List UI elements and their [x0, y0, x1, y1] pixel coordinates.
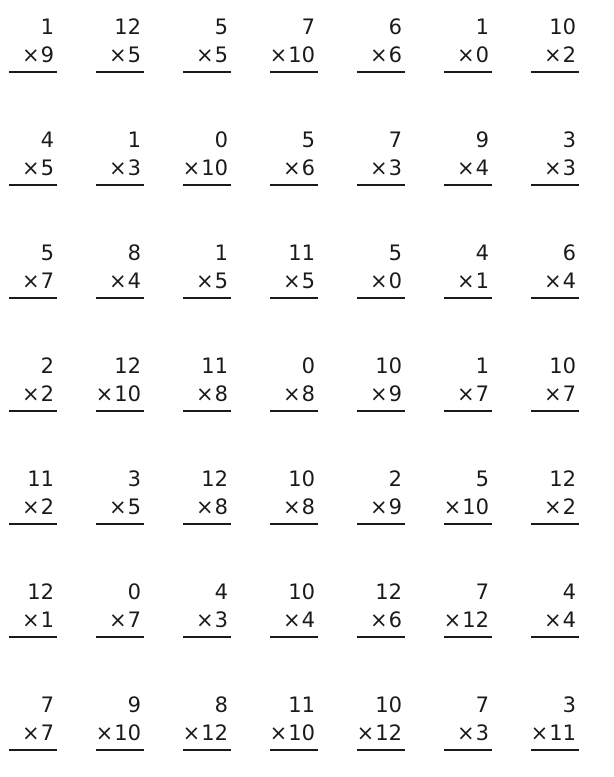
multiplication-problem	[9, 127, 57, 187]
multiplication-problem	[183, 353, 231, 413]
multiplier: 9	[40, 43, 54, 67]
multiply-sign: ×	[544, 382, 562, 406]
multiplier-line	[196, 607, 228, 633]
multiplier-line	[544, 607, 576, 633]
multiplication-problem	[444, 14, 492, 74]
multiplication-problem	[357, 692, 405, 752]
multiplier-line	[531, 720, 576, 746]
multiplicand: 5	[214, 15, 228, 39]
answer-line	[444, 71, 492, 73]
answer-line	[270, 749, 318, 751]
multiplicand: 7	[301, 15, 315, 39]
multiplicand: 4	[562, 580, 576, 604]
multiplication-problem	[444, 692, 492, 752]
multiplier-line	[370, 381, 402, 407]
multiplication-problem	[183, 127, 231, 187]
multiplier: 7	[127, 608, 141, 632]
multiply-sign: ×	[283, 156, 301, 180]
answer-line	[183, 636, 231, 638]
multiplier-line	[109, 42, 141, 68]
multiplier-line	[457, 42, 489, 68]
multiply-sign: ×	[283, 269, 301, 293]
multiplication-problem	[357, 14, 405, 74]
multiplicand: 10	[375, 693, 402, 717]
answer-line	[96, 523, 144, 525]
multiplier-line	[270, 42, 315, 68]
multiply-sign: ×	[109, 608, 127, 632]
multiplication-problem	[531, 353, 579, 413]
multiplier-line	[22, 155, 54, 181]
multiply-sign: ×	[95, 382, 114, 406]
multiply-sign: ×	[22, 382, 40, 406]
multiplication-problem	[183, 579, 231, 639]
multiply-sign: ×	[457, 43, 475, 67]
answer-line	[96, 184, 144, 186]
answer-line	[183, 184, 231, 186]
multiplier-line	[370, 268, 402, 294]
multiplication-problem	[96, 692, 144, 752]
multiplier-line	[457, 268, 489, 294]
multiply-sign: ×	[370, 156, 388, 180]
multiply-sign: ×	[22, 269, 40, 293]
multiplicand: 5	[40, 241, 54, 265]
answer-line	[270, 184, 318, 186]
multiply-sign: ×	[109, 156, 127, 180]
multiplicand: 10	[288, 467, 315, 491]
multiply-sign: ×	[109, 269, 127, 293]
multiplication-problem	[270, 579, 318, 639]
multiplier: 5	[214, 43, 228, 67]
answer-line	[96, 636, 144, 638]
multiplicand: 2	[40, 354, 54, 378]
multiplier: 0	[475, 43, 489, 67]
multiply-sign: ×	[95, 721, 114, 745]
multiplier-line	[96, 381, 141, 407]
multiplier-line	[196, 42, 228, 68]
multiply-sign: ×	[544, 156, 562, 180]
multiplicand: 1	[475, 15, 489, 39]
multiplication-problem	[357, 466, 405, 526]
multiplicand: 11	[288, 241, 315, 265]
multiplier-line	[22, 381, 54, 407]
multiplier: 10	[288, 43, 315, 67]
multiplier: 12	[201, 721, 228, 745]
multiplier-line	[370, 607, 402, 633]
multiply-sign: ×	[544, 269, 562, 293]
multiplier: 5	[127, 495, 141, 519]
multiplier: 5	[127, 43, 141, 67]
multiply-sign: ×	[443, 608, 462, 632]
multiplier-line	[370, 42, 402, 68]
multiplicand: 12	[114, 15, 141, 39]
multiplication-problem	[444, 240, 492, 300]
multiplication-problem	[444, 466, 492, 526]
multiplier-line	[109, 155, 141, 181]
answer-line	[270, 636, 318, 638]
answer-line	[96, 297, 144, 299]
multiplier: 7	[40, 721, 54, 745]
multiply-sign: ×	[22, 156, 40, 180]
multiplicand: 10	[288, 580, 315, 604]
multiply-sign: ×	[370, 43, 388, 67]
multiplicand: 11	[27, 467, 54, 491]
multiplier-line	[183, 155, 228, 181]
multiplication-problem	[531, 14, 579, 74]
multiplication-problem	[270, 353, 318, 413]
multiplicand: 3	[127, 467, 141, 491]
multiplier-line	[283, 607, 315, 633]
multiplicand: 10	[375, 354, 402, 378]
multiplier-line	[370, 155, 402, 181]
multiplicand: 4	[40, 128, 54, 152]
multiplication-problem	[96, 240, 144, 300]
multiplier-line	[283, 494, 315, 520]
multiply-sign: ×	[22, 721, 40, 745]
multiplier: 10	[114, 382, 141, 406]
answer-line	[357, 297, 405, 299]
answer-line	[444, 184, 492, 186]
answer-line	[183, 410, 231, 412]
multiplication-problem	[183, 466, 231, 526]
multiplication-problem	[357, 127, 405, 187]
answer-line	[270, 71, 318, 73]
multiplicand: 8	[127, 241, 141, 265]
multiplication-problem	[183, 240, 231, 300]
multiplication-problem	[9, 466, 57, 526]
multiplier: 2	[562, 495, 576, 519]
multiplier: 2	[562, 43, 576, 67]
multiplier: 7	[562, 382, 576, 406]
multiplier-line	[283, 268, 315, 294]
multiply-sign: ×	[22, 495, 40, 519]
multiplier-line	[544, 381, 576, 407]
multiply-sign: ×	[370, 495, 388, 519]
multiplicand: 12	[27, 580, 54, 604]
multiplier: 12	[462, 608, 489, 632]
multiplication-problem	[9, 353, 57, 413]
multiply-sign: ×	[443, 495, 462, 519]
multiplication-problem	[357, 353, 405, 413]
multiplier: 9	[388, 495, 402, 519]
multiplier-line	[457, 155, 489, 181]
multiplicand: 7	[475, 693, 489, 717]
multiplier-line	[109, 268, 141, 294]
multiplication-problem	[357, 240, 405, 300]
answer-line	[531, 410, 579, 412]
multiplier: 10	[114, 721, 141, 745]
multiplicand: 1	[127, 128, 141, 152]
multiplier: 3	[475, 721, 489, 745]
multiplier: 1	[475, 269, 489, 293]
multiplicand: 0	[127, 580, 141, 604]
multiplication-problem	[444, 127, 492, 187]
multiplier: 1	[40, 608, 54, 632]
multiplier: 6	[388, 43, 402, 67]
multiplier: 3	[214, 608, 228, 632]
multiply-sign: ×	[370, 269, 388, 293]
multiplier: 11	[549, 721, 576, 745]
multiplicand: 11	[288, 693, 315, 717]
multiplier-line	[544, 42, 576, 68]
multiplier-line	[96, 720, 141, 746]
answer-line	[183, 297, 231, 299]
multiplier-line	[270, 720, 315, 746]
multiplier: 3	[562, 156, 576, 180]
multiplicand: 6	[562, 241, 576, 265]
answer-line	[531, 184, 579, 186]
multiplier: 5	[301, 269, 315, 293]
multiplicand: 7	[40, 693, 54, 717]
multiplier: 9	[388, 382, 402, 406]
multiplier-line	[370, 494, 402, 520]
multiplication-problem	[270, 127, 318, 187]
multiply-sign: ×	[196, 269, 214, 293]
answer-line	[96, 749, 144, 751]
multiply-sign: ×	[544, 608, 562, 632]
multiplier-line	[196, 494, 228, 520]
multiplication-problem	[531, 127, 579, 187]
multiplication-problem	[9, 14, 57, 74]
multiplication-problem	[444, 579, 492, 639]
multiplier: 10	[462, 495, 489, 519]
multiplier-line	[22, 720, 54, 746]
answer-line	[531, 523, 579, 525]
multiplicand: 4	[475, 241, 489, 265]
multiply-sign: ×	[283, 495, 301, 519]
multiplier: 7	[40, 269, 54, 293]
multiply-sign: ×	[269, 43, 288, 67]
answer-line	[531, 297, 579, 299]
answer-line	[444, 636, 492, 638]
multiplication-problem	[531, 692, 579, 752]
multiplier-line	[544, 155, 576, 181]
answer-line	[96, 71, 144, 73]
answer-line	[357, 71, 405, 73]
answer-line	[9, 410, 57, 412]
multiply-sign: ×	[269, 721, 288, 745]
multiplier-line	[283, 155, 315, 181]
multiplicand: 8	[214, 693, 228, 717]
multiply-sign: ×	[283, 608, 301, 632]
multiply-sign: ×	[196, 608, 214, 632]
multiplicand: 2	[388, 467, 402, 491]
answer-line	[531, 636, 579, 638]
multiplication-problem	[183, 692, 231, 752]
multiplier: 4	[562, 269, 576, 293]
multiplication-problem	[270, 466, 318, 526]
multiplication-problem	[96, 127, 144, 187]
answer-line	[357, 523, 405, 525]
multiplier: 8	[214, 495, 228, 519]
answer-line	[357, 184, 405, 186]
multiplicand: 9	[127, 693, 141, 717]
multiplication-problem	[270, 14, 318, 74]
answer-line	[270, 523, 318, 525]
multiply-sign: ×	[530, 721, 549, 745]
answer-line	[9, 523, 57, 525]
multiplier-line	[283, 381, 315, 407]
multiplier-line	[183, 720, 228, 746]
multiply-sign: ×	[370, 608, 388, 632]
multiplicand: 12	[375, 580, 402, 604]
multiply-sign: ×	[22, 43, 40, 67]
multiplication-problem	[96, 579, 144, 639]
multiplier: 6	[301, 156, 315, 180]
answer-line	[444, 410, 492, 412]
multiply-sign: ×	[356, 721, 375, 745]
multiplication-problem	[357, 579, 405, 639]
multiplicand: 3	[562, 693, 576, 717]
multiplicand: 6	[388, 15, 402, 39]
multiplier: 5	[214, 269, 228, 293]
answer-line	[357, 410, 405, 412]
multiply-sign: ×	[196, 382, 214, 406]
multiply-sign: ×	[109, 43, 127, 67]
multiplier: 8	[301, 382, 315, 406]
multiply-sign: ×	[22, 608, 40, 632]
answer-line	[9, 297, 57, 299]
multiplier-line	[22, 42, 54, 68]
multiplicand: 5	[475, 467, 489, 491]
multiply-sign: ×	[544, 43, 562, 67]
answer-line	[270, 297, 318, 299]
multiplicand: 4	[214, 580, 228, 604]
multiplier-line	[109, 494, 141, 520]
multiplicand: 10	[549, 354, 576, 378]
answer-line	[270, 410, 318, 412]
multiplier-line	[109, 607, 141, 633]
multiplier: 6	[388, 608, 402, 632]
answer-line	[444, 523, 492, 525]
multiply-sign: ×	[457, 382, 475, 406]
multiplicand: 5	[388, 241, 402, 265]
multiplication-problem	[444, 353, 492, 413]
multiplicand: 3	[562, 128, 576, 152]
answer-line	[183, 523, 231, 525]
multiplier: 10	[288, 721, 315, 745]
multiplier: 2	[40, 382, 54, 406]
multiplicand: 1	[214, 241, 228, 265]
multiplier-line	[196, 268, 228, 294]
multiplier: 10	[201, 156, 228, 180]
multiply-sign: ×	[544, 495, 562, 519]
multiplication-problem	[96, 353, 144, 413]
answer-line	[9, 749, 57, 751]
multiplier: 2	[40, 495, 54, 519]
multiplier: 4	[127, 269, 141, 293]
multiplication-problem	[9, 692, 57, 752]
multiplication-problem	[270, 240, 318, 300]
multiply-sign: ×	[370, 382, 388, 406]
multiplier: 3	[127, 156, 141, 180]
answer-line	[357, 749, 405, 751]
multiply-sign: ×	[109, 495, 127, 519]
multiply-sign: ×	[182, 721, 201, 745]
multiplier: 8	[214, 382, 228, 406]
multiplicand: 0	[301, 354, 315, 378]
multiplier: 4	[301, 608, 315, 632]
multiplicand: 1	[40, 15, 54, 39]
answer-line	[9, 184, 57, 186]
multiplication-problem	[270, 692, 318, 752]
multiplier-line	[22, 607, 54, 633]
answer-line	[444, 297, 492, 299]
multiplicand: 11	[201, 354, 228, 378]
multiplication-problem	[9, 579, 57, 639]
multiplier-line	[457, 381, 489, 407]
multiply-sign: ×	[457, 269, 475, 293]
multiplicand: 12	[549, 467, 576, 491]
multiplier-line	[444, 607, 489, 633]
multiplicand: 1	[475, 354, 489, 378]
multiplicand: 0	[214, 128, 228, 152]
multiplication-problem	[9, 240, 57, 300]
multiplication-problem	[96, 14, 144, 74]
multiplier: 8	[301, 495, 315, 519]
answer-line	[531, 71, 579, 73]
multiplicand: 12	[201, 467, 228, 491]
multiply-sign: ×	[196, 495, 214, 519]
answer-line	[96, 410, 144, 412]
multiplier-line	[22, 268, 54, 294]
answer-line	[9, 636, 57, 638]
multiply-sign: ×	[182, 156, 201, 180]
multiplier-line	[357, 720, 402, 746]
multiplicand: 10	[549, 15, 576, 39]
multiplication-problem	[531, 466, 579, 526]
answer-line	[183, 749, 231, 751]
multiplier: 4	[475, 156, 489, 180]
multiply-sign: ×	[196, 43, 214, 67]
multiplication-problem	[531, 240, 579, 300]
multiplicand: 7	[388, 128, 402, 152]
answer-line	[183, 71, 231, 73]
multiply-sign: ×	[457, 156, 475, 180]
multiplier-line	[544, 494, 576, 520]
multiplier-line	[544, 268, 576, 294]
multiplier: 4	[562, 608, 576, 632]
multiplier-line	[444, 494, 489, 520]
answer-line	[9, 71, 57, 73]
multiplier: 7	[475, 382, 489, 406]
answer-line	[444, 749, 492, 751]
multiplier-line	[457, 720, 489, 746]
multiplication-problem	[531, 579, 579, 639]
answer-line	[357, 636, 405, 638]
multiplicand: 5	[301, 128, 315, 152]
multiplier: 0	[388, 269, 402, 293]
multiplicand: 9	[475, 128, 489, 152]
multiplier: 5	[40, 156, 54, 180]
multiplier: 3	[388, 156, 402, 180]
multiplier: 12	[375, 721, 402, 745]
multiply-sign: ×	[457, 721, 475, 745]
multiplier-line	[196, 381, 228, 407]
multiplier-line	[22, 494, 54, 520]
answer-line	[531, 749, 579, 751]
multiplication-problem	[96, 466, 144, 526]
multiplicand: 12	[114, 354, 141, 378]
multiplicand: 7	[475, 580, 489, 604]
multiply-sign: ×	[283, 382, 301, 406]
multiplication-problem	[183, 14, 231, 74]
